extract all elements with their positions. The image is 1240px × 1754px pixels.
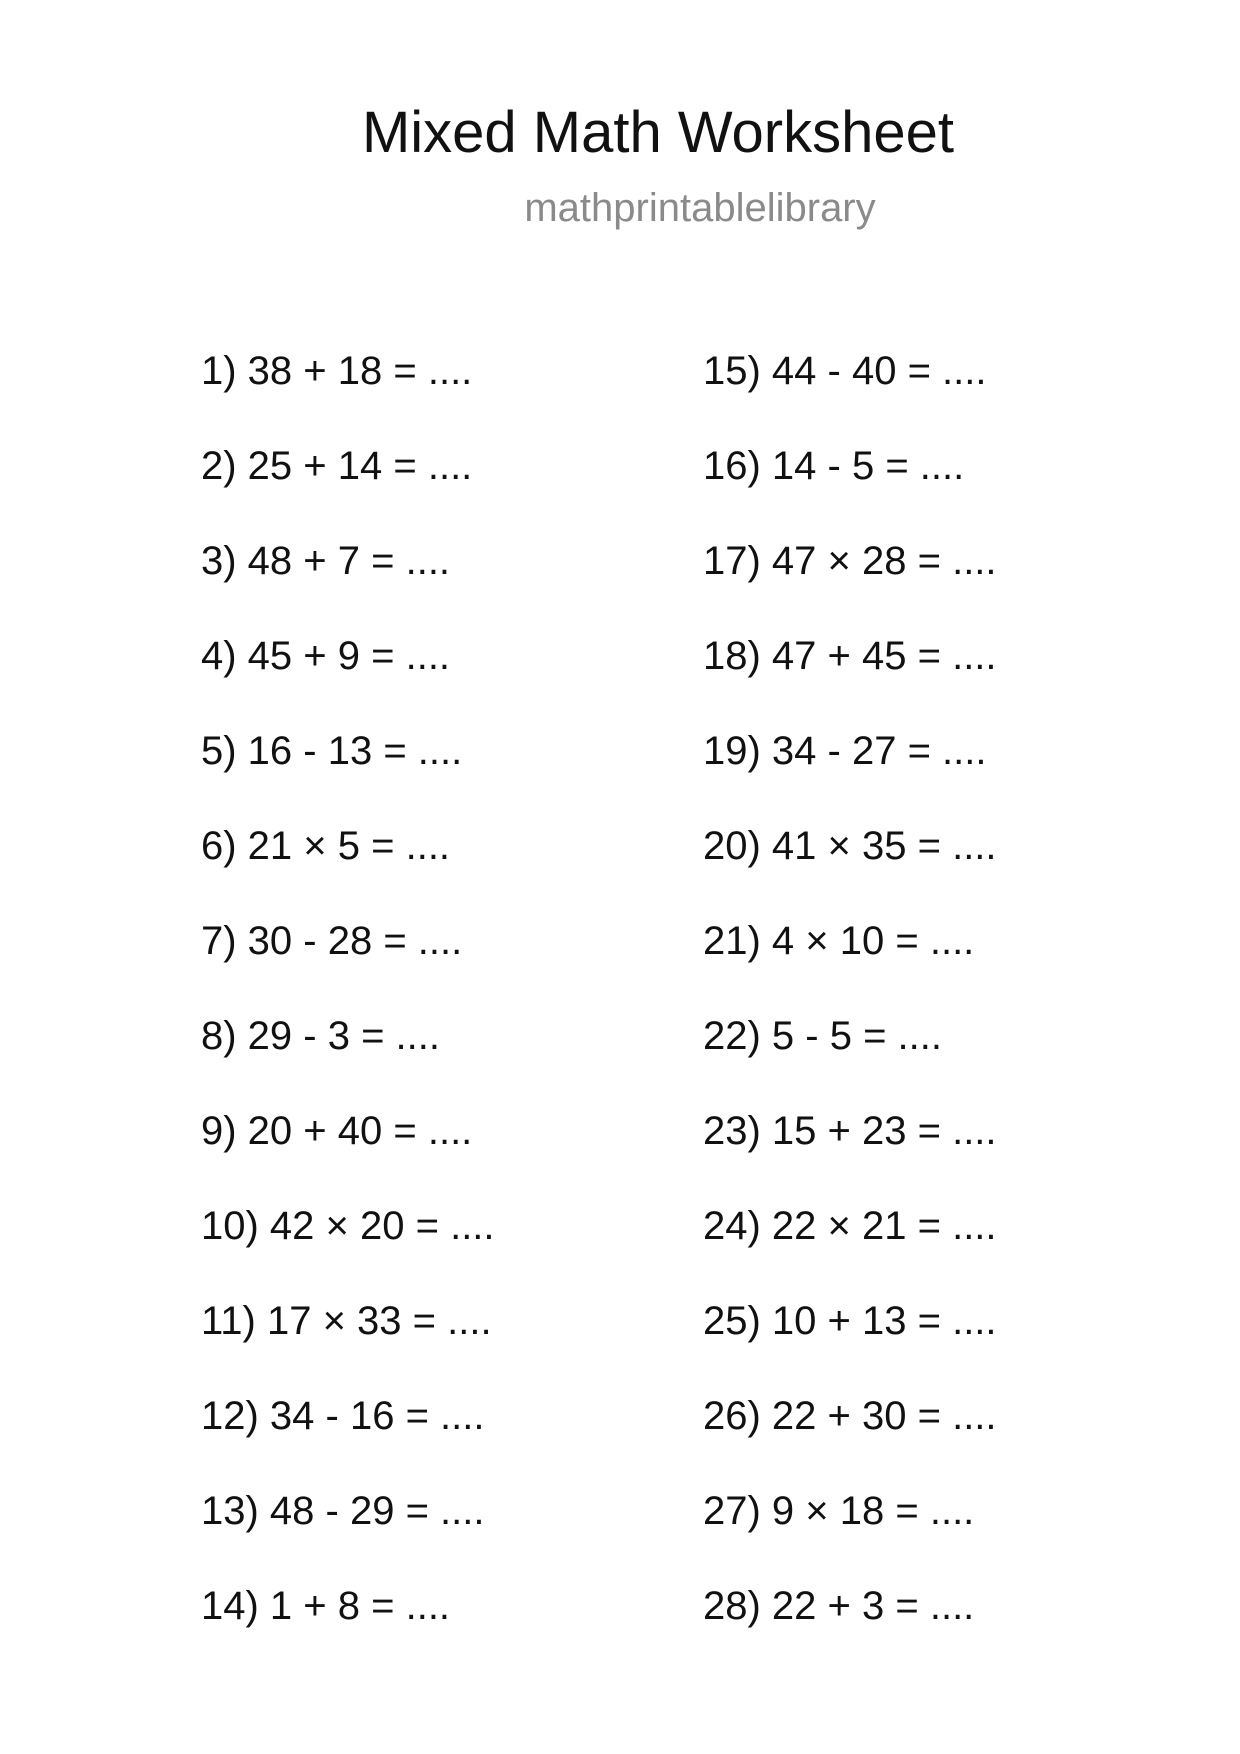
problem-25: 25) 10 + 13 = .... [703, 1299, 997, 1343]
problems-column-left [201, 348, 495, 1678]
problem-22: 22) 5 - 5 = .... [703, 1014, 943, 1058]
problem-26: 26) 22 + 30 = .... [703, 1394, 997, 1438]
problem-14: 14) 1 + 8 = .... [201, 1584, 451, 1628]
problem-15: 15) 44 - 40 = .... [703, 349, 987, 393]
problem-20: 20) 41 × 35 = .... [703, 824, 997, 868]
problem-21: 21) 4 × 10 = .... [703, 919, 975, 963]
problem-5: 5) 16 - 13 = .... [201, 729, 463, 773]
problem-17: 17) 47 × 28 = .... [703, 539, 997, 583]
problem-11: 11) 17 × 33 = .... [201, 1299, 492, 1343]
problem-18: 18) 47 + 45 = .... [703, 634, 997, 678]
problem-12: 12) 34 - 16 = .... [201, 1394, 485, 1438]
problem-3: 3) 48 + 7 = .... [201, 539, 451, 583]
problem-2: 2) 25 + 14 = .... [201, 444, 473, 488]
worksheet-source: mathprintablelibrary [524, 186, 876, 230]
problem-19: 19) 34 - 27 = .... [703, 729, 987, 773]
problem-7: 7) 30 - 28 = .... [201, 919, 463, 963]
problem-1: 1) 38 + 18 = .... [201, 349, 473, 393]
problem-4: 4) 45 + 9 = .... [201, 634, 451, 678]
problem-28: 28) 22 + 3 = .... [703, 1584, 975, 1628]
problem-9: 9) 20 + 40 = .... [201, 1109, 473, 1153]
problem-24: 24) 22 × 21 = .... [703, 1204, 997, 1248]
problem-16: 16) 14 - 5 = .... [703, 444, 965, 488]
problem-6: 6) 21 × 5 = .... [201, 824, 451, 868]
problems-column-right [703, 348, 997, 1678]
problem-8: 8) 29 - 3 = .... [201, 1014, 441, 1058]
problem-27: 27) 9 × 18 = .... [703, 1489, 975, 1533]
problem-13: 13) 48 - 29 = .... [201, 1489, 485, 1533]
problem-10: 10) 42 × 20 = .... [201, 1204, 495, 1248]
problem-23: 23) 15 + 23 = .... [703, 1109, 997, 1153]
worksheet-title: Mixed Math Worksheet [361, 100, 955, 165]
